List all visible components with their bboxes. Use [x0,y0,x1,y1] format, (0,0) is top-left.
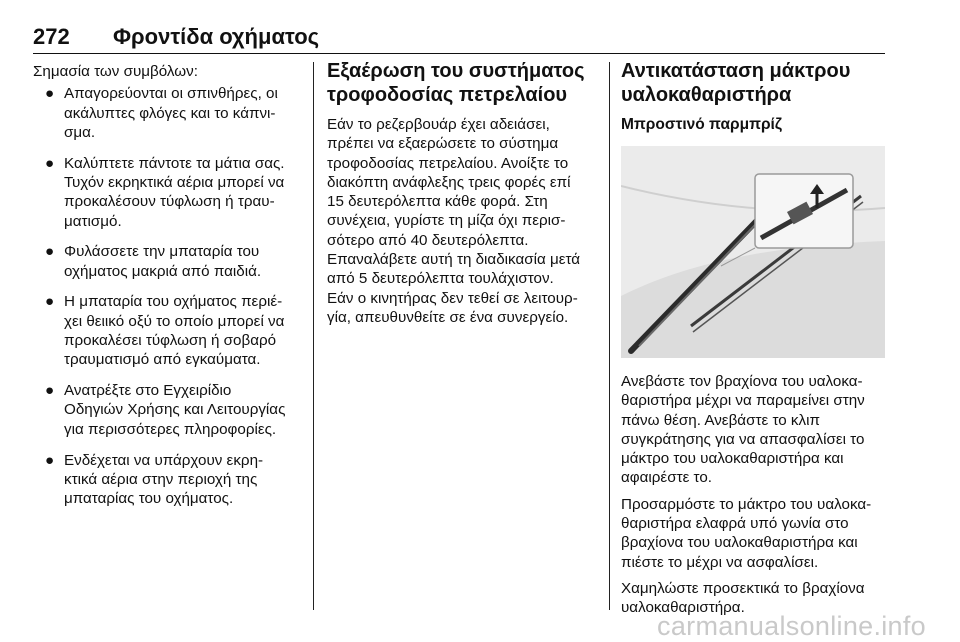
text-line: για περισσότερες πληροφορίες. [64,420,277,438]
wiper-blade-illustration [621,146,885,358]
bullet-icon: ● [45,382,55,400]
text-line: θαριστήρα μέχρι να παραμείνει στην [621,392,865,410]
text-line: Εάν το ρεζερβουάρ έχει αδειάσει, [327,116,550,133]
symbol-list-text [64,243,261,279]
text-line: Χαμηλώστε προσεκτικά το βραχίονα [621,579,865,597]
text-line: βραχίονα του υαλοκαθαριστήρα και [621,534,858,552]
symbol-list-item [33,292,303,369]
symbol-list-text [64,293,284,368]
symbol-list-item [33,154,303,231]
text-line: Η μπαταρία του οχήματος περιέ- [64,293,283,311]
text-line: προκαλέσουν τύφλωση ή τραυ- [64,193,275,211]
wiper-replacement-heading [621,60,893,107]
text-line: πιέστε το μέχρι να ασφαλίσει. [621,553,819,571]
text-line: χει θειικό οξύ το οποίο μπορεί να [64,312,285,330]
text-line: συνέχεια, γυρίστε τη μίζα όχι περισ- [327,212,566,230]
text-line: πάνω θέση. Ανεβάστε το κλιπ [621,411,820,429]
symbol-list-item [33,451,303,509]
fuel-bleeding-heading [327,60,599,107]
page-header [33,20,885,54]
text-line: συγκράτησης για να απασφαλίσει το [621,430,865,448]
text-line: προκαλέσει τύφλωση ή σοβαρό [64,332,277,350]
text-line: αφαιρέστε το. [621,469,713,487]
watermark: carmanualsonline.info [657,611,926,641]
text-line: τροφοδοσίας πετρελαίου. Ανοίξτε το [327,154,569,172]
symbol-list-text [64,85,278,141]
text-line: Τυχόν εκρηκτικά αέρια μπορεί να [64,173,285,191]
instruction-paragraph [621,495,893,572]
text-line: Καλύπτετε πάντοτε τα μάτια σας. [64,154,285,172]
text-line: Απαγορεύονται οι σπινθήρες, οι [64,85,278,103]
text-line: γία, απευθυνθείτε σε ένα συνεργείο. [327,308,569,326]
text-line: σμα. [64,123,96,141]
symbol-list-item [33,381,303,439]
bullet-icon: ● [45,243,55,261]
column-divider-2 [609,62,610,610]
text-line: τραυματισμό από εγκαύματα. [64,351,261,369]
text-line: ματισμό. [64,212,122,230]
windscreen-subheading: Μπροστινό παρμπρίζ [621,116,782,133]
wiper-illustration-svg [621,146,885,358]
text-line: Ενδέχεται να υπάρχουν εκρη- [64,451,264,469]
wiper-replacement-column [621,60,893,625]
text-line: Επαναλάβετε αυτή τη διαδικασία μετά [327,251,581,269]
column-divider-1 [313,62,314,610]
bullet-icon: ● [45,451,55,469]
text-line: Φυλάσσετε την μπαταρία του [64,243,260,261]
heading-line: Αντικατάσταση μάκτρου [621,60,851,82]
bullet-icon: ● [45,293,55,311]
bullet-icon: ● [45,154,55,172]
text-line: 15 δευτερόλεπτα κάθε φορά. Στη [327,193,548,211]
symbol-list-text [64,155,285,230]
text-line: διακόπτη ανάφλεξης τρεις φορές επί [327,173,571,191]
text-line: σότερο από 40 δευτερόλεπτα. [327,231,529,249]
heading-line: υαλοκαθαριστήρα [621,83,792,106]
fuel-bleeding-text [327,115,599,327]
text-line: Ανεβάστε τον βραχίονα του υαλοκα- [621,373,863,390]
text-line: Οδηγιών Χρήσης και Λειτουργίας [64,401,286,419]
text-line: μάκτρο του υαλοκαθαριστήρα και [621,450,844,468]
text-line: Προσαρμόστε το μάκτρο του υαλοκα- [621,495,872,513]
symbol-list-item [33,84,303,142]
symbol-list-item [33,242,303,281]
text-line: θαριστήρα ελαφρά υπό γωνία στο [621,515,849,533]
symbols-intro: Σημασία των συμβόλων: [33,63,198,80]
symbol-list-text [64,382,285,438]
text-line: ακάλυπτες φλόγες και το κάπνι- [64,104,276,122]
text-line: μπαταρίας του οχήματος. [64,490,234,508]
symbol-list-text [64,452,263,508]
symbols-list [33,84,303,508]
heading-line: Εξαέρωση του συστήματος [327,60,585,82]
page-title: Φροντίδα οχήματος [113,24,320,49]
text-line: υαλοκαθαριστήρα. [621,599,745,617]
text-line: οχήματος μακριά από παιδιά. [64,262,262,280]
bullet-icon: ● [45,85,55,103]
heading-line: τροφοδοσίας πετρελαίου [327,83,568,106]
text-line: πρέπει να εξαερώσετε το σύστημα [327,135,559,153]
text-line: Ανατρέξτε στο Εγχειρίδιο [64,382,232,400]
text-line: Εάν ο κινητήρας δεν τεθεί σε λειτουρ- [327,289,578,307]
battery-symbols-column [33,62,303,520]
page-number: 272 [33,24,70,49]
instruction-paragraph [621,372,893,488]
text-line: από 5 δευτερόλεπτα τουλάχιστον. [327,270,554,288]
wiper-instructions [621,372,893,618]
text-line: κτικά αέρια στην περιοχή της [64,470,258,488]
fuel-bleeding-column [327,60,599,334]
